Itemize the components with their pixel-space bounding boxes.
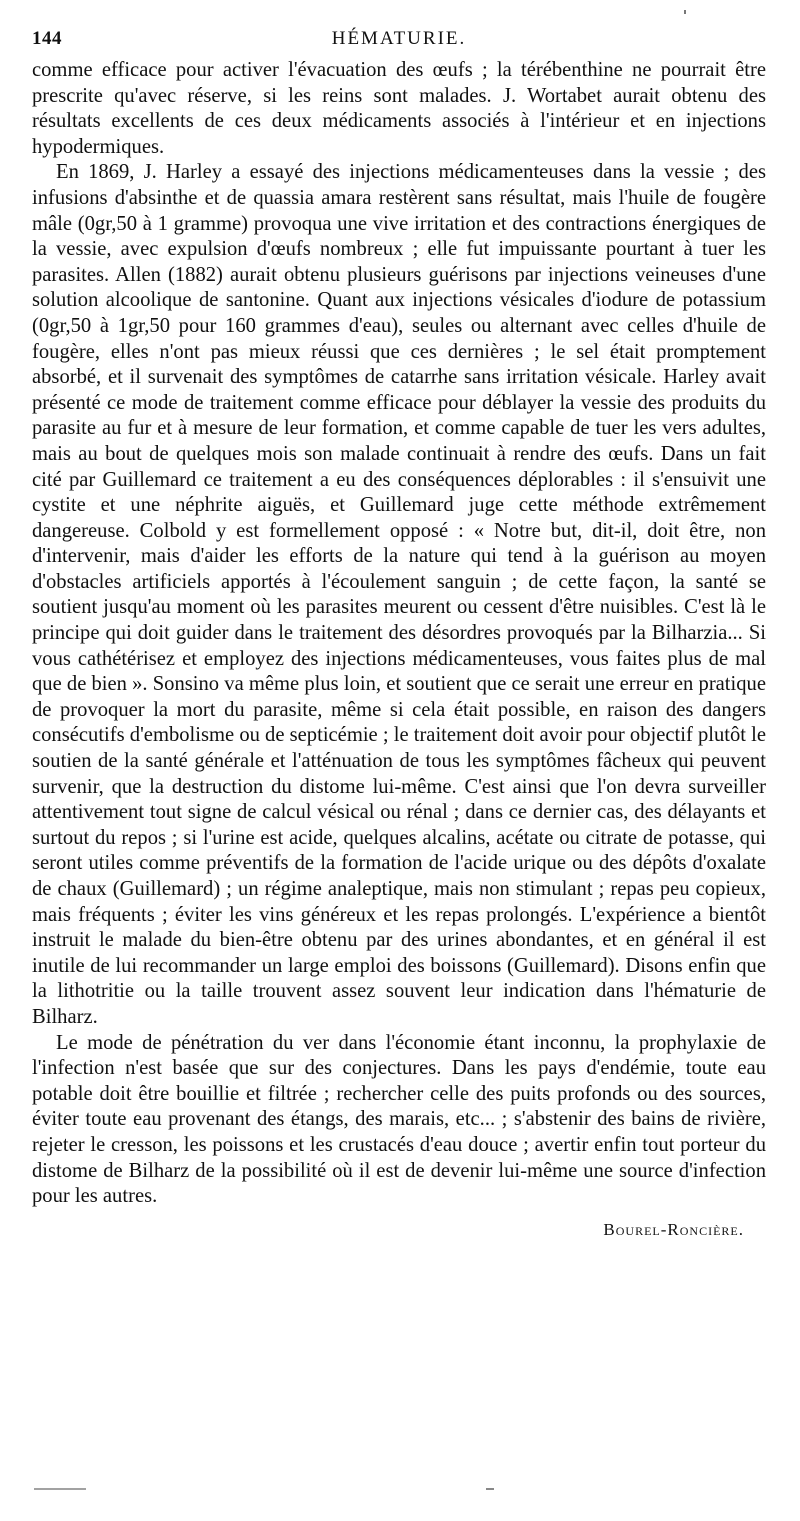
footer-mark <box>486 1488 494 1490</box>
author-signature: Bourel-Roncière. <box>603 1219 744 1239</box>
body-text <box>32 58 766 1210</box>
page-number: 144 <box>32 28 62 49</box>
running-title: HÉMATURIE. <box>331 28 467 49</box>
running-head <box>32 28 766 58</box>
footer-mark <box>34 1488 86 1490</box>
paragraph-prophylaxis: Le mode de pénétration du ver dans l'économie étant inconnu, la prophylaxie de l'infection n'est basée que sur des conjectures. Dans les pays d'endémie, toute eau potable doit être bouillie et filtrée ; rechercher celle des puits profonds ou des sources, éviter toute eau provenant des étangs, des marais, etc... ; s'abstenir des bains de rivière, rejeter le cresson, les poissons et les crustacés d'eau douce ; avertir enfin tout porteur du distome de Bilharz de la possibilité où il est de devenir lui-même une source d'infection pour les autres. <box>32 1031 766 1208</box>
page-content <box>32 28 766 1240</box>
paragraph-treatment: En 1869, J. Harley a essayé des injections médicamenteuses dans la vessie ; des infusions d'absinthe et de quassia amara restèrent sans résultat, mais l'huile de fougère mâle (0gr,50 à 1 gramme) provoqua une vive irritation et des contractions énergiques de la vessie, avec expulsion d'œufs nombreux ; elle fut impuissante pourtant à tuer les parasites. Allen (1882) aurait obtenu plusieurs guérisons par injections veineuses d'une solution alcoolique de santonine. Quant aux injections vésicales d'iodure de potassium (0gr,50 à 1gr,50 pour 160 grammes d'eau), seules ou alternant avec celles d'huile de fougère, elles n'ont pas mieux réussi que ces dernières ; le sel était promptement absorbé, et il survenait des symptômes de catarrhe sans irritation vésicale. Harley avait présenté ce mode de traitement comme efficace pour déblayer la vessie des produits du parasite au fur et à mesure de leur formation, et comme capable de tuer les vers adultes, mais au bout de quelques mois son malade continuait à rendre des œufs. Dans un fait cité par Guillemard ce traitement a eu des conséquences déplorables : il s'ensuivit une cystite et une néphrite aiguës, et Guillemard juge cette méthode extrêmement dangereuse. Colbold y est formellement opposé : « Notre but, dit-il, doit être, non d'intervenir, mais d'aider les efforts de la nature qui tend à la guérison au moyen d'obstacles artificiels apportés à l'écoulement sanguin ; de cette façon, la santé se soutient jusqu'au moment où les parasites meurent ou cessent d'être nuisibles. C'est là le principe qui doit guider dans le traitement des désordres provoqués par la Bilharzia... Si vous cathétérisez et employez des injections médicamenteuses, vous faites plus de mal que de bien ». Sonsino va même plus loin, et soutient que ce serait une erreur en pratique de provoquer la mort du parasite, même si cela était possible, en raison des dangers consécutifs d'embolisme ou de septicémie ; le traitement doit avoir pour objectif plutôt le soutien de la santé générale et l'atténuation de tous les symptômes fâcheux qui peuvent survenir, que la destruction du distome lui-même. C'est ainsi que l'on devra surveiller attentivement tout signe de calcul vésical ou rénal ; dans ce dernier cas, des délayants et surtout du repos ; si l'urine est acide, quelques alcalins, acétate ou citrate de potasse, qui seront utiles comme préventifs de la formation de l'acide urique ou des dépôts d'oxalate de chaux (Guillemard) ; un régime analeptique, mais non stimulant ; repas peu copieux, mais fréquents ; éviter les vins généreux et les repas prolongés. L'expérience a bientôt instruit le malade du bien-être obtenu par des urines abondantes, et en général il est inutile de lui recommander un large emploi des boissons (Guillemard). Disons enfin que la lithotritie ou la taille trouvent assez souvent leur indication dans l'hématurie de Bilharz. <box>32 161 767 1028</box>
paragraph-continuation: comme efficace pour activer l'évacuation des œufs ; la térébenthine ne pourrait être prescrite qu'avec réserve, si les reins sont malades. J. Wortabet aurait obtenu des résultats excellents de ces deux médicaments associés à l'intérieur et en injections hypodermiques. <box>32 59 766 158</box>
scan-speck <box>684 10 686 14</box>
